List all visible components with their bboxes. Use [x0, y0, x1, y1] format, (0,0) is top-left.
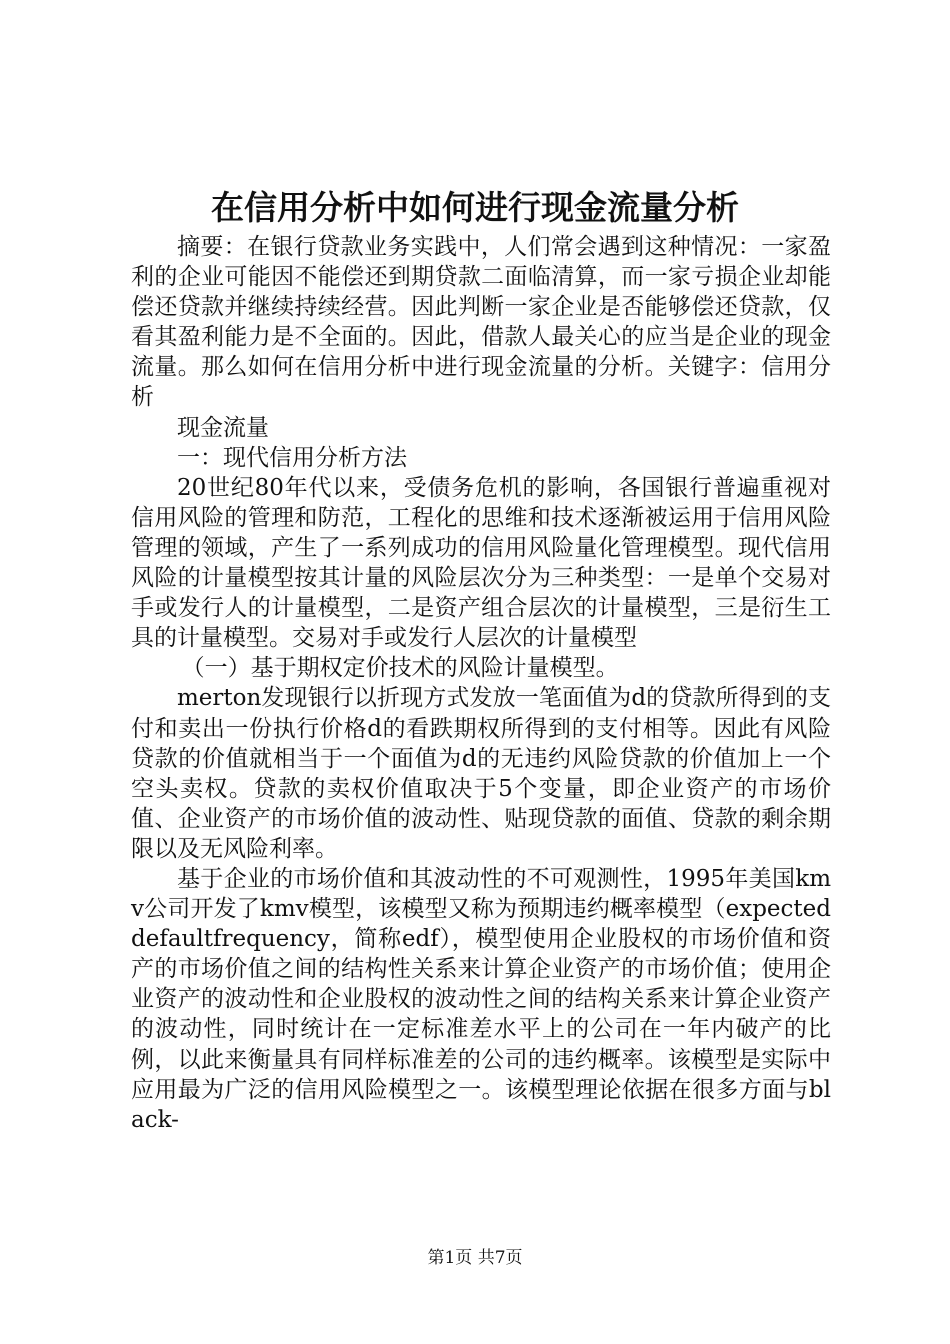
- abstract-paragraph: 摘要：在银行贷款业务实践中，人们常会遇到这种情况：一家盈利的企业可能因不能偿还到期贷款二面临清算，而一家亏损企业却能偿还贷款并继续持续经营。因此判断一家企业是否能够偿还贷款，仅看其盈利能力是不全面的。因此，借款人最关心的应当是企业的现金流量。那么如何在信用分析中进行现金流量的分析。关键字：信用分析: [131, 234, 831, 411]
- document-body: [131, 232, 831, 1135]
- page-footer: 第1页 共7页: [427, 1248, 523, 1268]
- body-paragraph: 基于企业的市场价值和其波动性的不可观测性，1995年美国kmv公司开发了kmv模型，该模型又称为预期违约概率模型（expecteddefaultfrequency，简称edf），模型使用企业股权的市场价值和资产的市场价值之间的结构性关系来计算企业资产的市场价值；使用企业资产的波动性和企业股权的波动性之间的结构关系来计算企业资产的波动性，同时统计在一定标准差水平上的公司在一年内破产的比例，以此来衡量具有同样标准差的公司的违约概率。该模型是实际中应用最为广泛的信用风险模型之一。该模型理论依据在很多方面与black-: [131, 865, 831, 1133]
- document-title: 在信用分析中如何进行现金流量分析: [211, 188, 739, 227]
- subsection-heading-1: （一）基于期权定价技术的风险计量模型。: [181, 655, 619, 682]
- section-heading-1: 一：现代信用分析方法: [177, 444, 407, 471]
- keyword-line: 现金流量: [177, 414, 269, 441]
- body-paragraph: 20世纪80年代以来，受债务危机的影响，各国银行普遍重视对信用风险的管理和防范，工程化的思维和技术逐渐被运用于信用风险管理的领域，产生了一系列成功的信用风险量化管理模型。现代信用风险的计量模型按其计量的风险层次分为三种类型：一是单个交易对手或发行人的计量模型，二是资产组合层次的计量模型，三是衍生工具的计量模型。交易对手或发行人层次的计量模型: [131, 474, 831, 652]
- body-paragraph: merton发现银行以折现方式发放一笔面值为d的贷款所得到的支付和卖出一份执行价格d的看跌期权所得到的支付相等。因此有风险贷款的价值就相当于一个面值为d的无违约风险贷款的价值加上一个空头卖权。贷款的卖权价值取决于5个变量，即企业资产的市场价值、企业资产的市场价值的波动性、贴现贷款的面值、贷款的剩余期限以及无风险利率。: [131, 685, 831, 862]
